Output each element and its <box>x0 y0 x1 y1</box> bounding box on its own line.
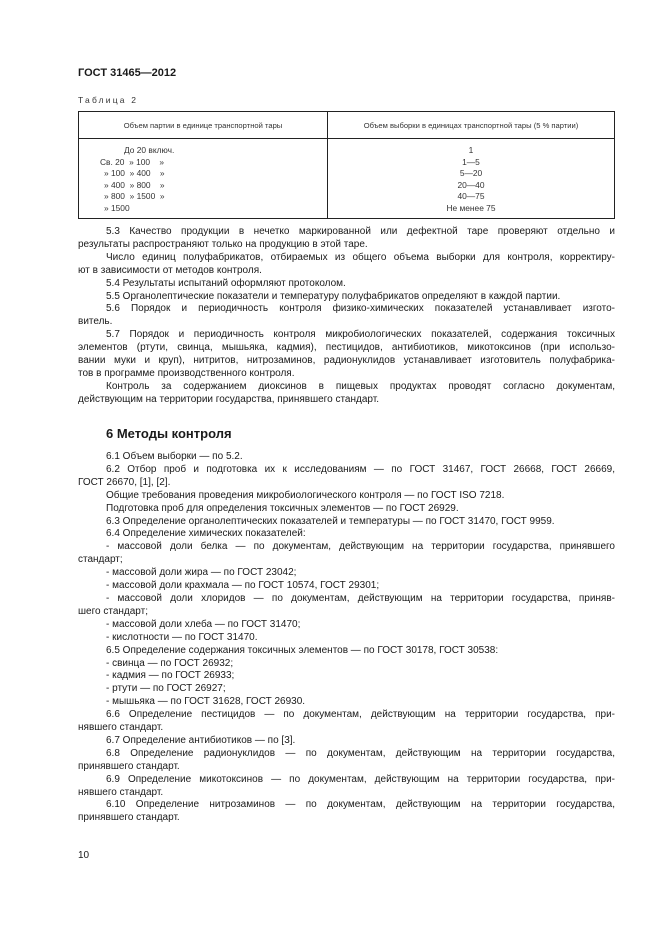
sample-size-value: Не менее 75 <box>446 202 496 213</box>
paragraph <box>78 709 615 735</box>
paragraph <box>78 593 615 619</box>
paragraph <box>78 381 615 407</box>
paragraph <box>78 645 615 658</box>
paragraph <box>78 464 615 490</box>
paragraph <box>78 619 615 632</box>
sample-size-value: 1 <box>468 145 474 155</box>
paragraph <box>78 774 615 800</box>
text-line: - массовой доли белка — по документам, действующим на территории государства, принявшего <box>106 541 615 553</box>
text-line: 6.10 Определение нитрозаминов — по документам, действующим на территории государства, <box>106 799 615 811</box>
text-line: принявшего стандарт. <box>78 812 180 824</box>
text-line: 6.8 Определение радионуклидов — по документам, действующим на территории государства, <box>106 747 615 759</box>
text-line: 5.4 Результаты испытаний оформляют протоколом. <box>106 277 346 289</box>
text-line: 6.6 Определение пестицидов — по документам, действующим на территории государства, при- <box>106 709 615 721</box>
text-line: - ртути — по ГОСТ 26927; <box>106 683 226 695</box>
paragraph <box>78 658 615 671</box>
text-line: принявшего стандарт. <box>78 760 180 772</box>
sample-size-value: 5—20 <box>459 168 483 179</box>
page-number: 10 <box>78 850 90 861</box>
paragraph <box>78 799 615 825</box>
paragraph <box>78 683 615 696</box>
text-line: результаты распространяют только на продукцию в этой таре. <box>78 238 368 250</box>
text-line: 6.1 Объем выборки — по 5.2. <box>106 451 243 462</box>
lot-size-value: Св. 20 » 100 » <box>100 156 165 167</box>
text-line: 5.5 Органолептические показатели и температуру полуфабрикатов определяют в каждой партии. <box>106 290 561 302</box>
text-line: шего стандарт; <box>78 605 148 617</box>
text-line: - массовой доли жира — по ГОСТ 23042; <box>106 567 297 579</box>
text-line: 6.2 Отбор проб и подготовка их к исследованиям — по ГОСТ 31467, ГОСТ 26668, ГОСТ 26669, <box>106 463 615 475</box>
text-line: - кадмия — по ГОСТ 26933; <box>106 670 235 682</box>
paragraph <box>78 748 615 774</box>
paragraph <box>78 303 615 329</box>
paragraph <box>78 670 615 683</box>
text-line: 6.7 Определение антибиотиков — по [3]. <box>106 734 296 746</box>
text-line: 6.3 Определение органолептических показателей и температуры — по ГОСТ 31470, ГОСТ 9959. <box>106 515 555 527</box>
paragraph <box>78 580 615 593</box>
section-6-text <box>78 451 615 825</box>
paragraph <box>78 528 615 541</box>
text-line: Общие требования проведения микробиологического контроля — по ГОСТ ISO 7218. <box>106 489 505 501</box>
paragraph <box>78 278 615 291</box>
lot-size-value: » 1500 <box>104 202 130 213</box>
text-line: действующим на территории государства, принявшего стандарт. <box>78 393 379 405</box>
table-header-row <box>79 112 615 139</box>
section-5-text <box>78 226 615 407</box>
text-line: - массовой доли хлеба — по ГОСТ 31470; <box>106 618 301 630</box>
paragraph <box>78 696 615 709</box>
text-line: 5.6 Порядок и периодичность контроля физико-химических показателей устанавливает изгото- <box>106 303 615 315</box>
text-line: витель. <box>78 316 113 328</box>
lot-size-value: » 100 » 400 » <box>104 168 165 179</box>
text-line: - мышьяка — по ГОСТ 31628, ГОСТ 26930. <box>106 696 306 708</box>
paragraph <box>78 503 615 516</box>
lot-size-value: » 800 » 1500 » <box>104 191 165 202</box>
text-line: стандарт; <box>78 554 123 566</box>
text-line: - свинца — по ГОСТ 26932; <box>106 657 234 669</box>
paragraph <box>78 226 615 252</box>
paragraph <box>78 451 615 464</box>
sample-size-table <box>78 111 615 219</box>
text-line: - кислотности — по ГОСТ 31470. <box>106 631 258 643</box>
paragraph <box>78 567 615 580</box>
column-header-lot-size: Объем партии в единице транспортной тары <box>79 112 328 139</box>
text-line: элементов (ртути, свинца, мышьяка, кадмия), пестицидов, антибиотиков, микотоксинов (при использо- <box>78 342 615 354</box>
paragraph <box>78 490 615 503</box>
paragraph <box>78 632 615 645</box>
paragraph <box>78 291 615 304</box>
text-line: 5.3 Качество продукции в нечетко маркированной или дефектной таре проверяют отдельно и <box>106 226 615 237</box>
paragraph <box>78 329 615 381</box>
text-line: нявшего стандарт. <box>78 786 164 798</box>
text-line: 6.4 Определение химических показателей: <box>106 528 306 540</box>
text-line: 6.9 Определение микотоксинов — по документам, действующим на территории государства, при- <box>106 773 615 785</box>
lot-size-cell <box>80 140 326 217</box>
sample-size-cell <box>329 140 613 217</box>
text-line: Подготовка проб для определения токсичных элементов — по ГОСТ 26929. <box>106 502 459 514</box>
text-line: 5.7 Порядок и периодичность контроля микробиологических показателей, содержания токсичных <box>106 329 615 341</box>
text-line: тов в программе производственного контроля. <box>78 367 295 379</box>
paragraph <box>78 541 615 567</box>
section-6-heading: 6 Методы контроля <box>106 426 232 441</box>
text-line: ют в зависимости от методов контроля. <box>78 264 262 276</box>
text-line: - массовой доли крахмала — по ГОСТ 10574, ГОСТ 29301; <box>106 580 380 592</box>
sample-size-value: 20—40 <box>457 179 485 190</box>
table-body-row <box>79 139 615 219</box>
lot-size-value: » 400 » 800 » <box>104 179 165 190</box>
sample-size-value: 1—5 <box>462 156 480 167</box>
column-header-sample-size: Объем выборки в единицах транспортной тары (5 % партии) <box>328 112 615 139</box>
text-line: - массовой доли хлоридов — по документам, действующим на территории государства, приняв- <box>106 592 615 604</box>
sample-size-value: 40—75 <box>457 191 485 202</box>
paragraph <box>78 516 615 529</box>
document-header: ГОСТ 31465—2012 <box>78 67 177 79</box>
text-line: вании муки и круп), нитритов, нитрозаминов, радионуклидов устанавливает изготовитель полуфабрика- <box>78 355 615 367</box>
text-line: Контроль за содержанием диоксинов в пищевых продуктах проводят согласно документам, <box>106 380 615 392</box>
paragraph <box>78 252 615 278</box>
text-line: нявшего стандарт. <box>78 722 164 734</box>
text-line: Число единиц полуфабрикатов, отбираемых из общего объема выборки для контроля, корректиру- <box>106 251 615 263</box>
text-line: 6.5 Определение содержания токсичных элементов — по ГОСТ 30178, ГОСТ 30538: <box>106 644 499 656</box>
lot-size-value: До 20 включ. <box>124 145 175 155</box>
text-line: ГОСТ 26670, [1], [2]. <box>78 476 171 488</box>
paragraph <box>78 735 615 748</box>
table-caption: Таблица 2 <box>78 95 139 105</box>
